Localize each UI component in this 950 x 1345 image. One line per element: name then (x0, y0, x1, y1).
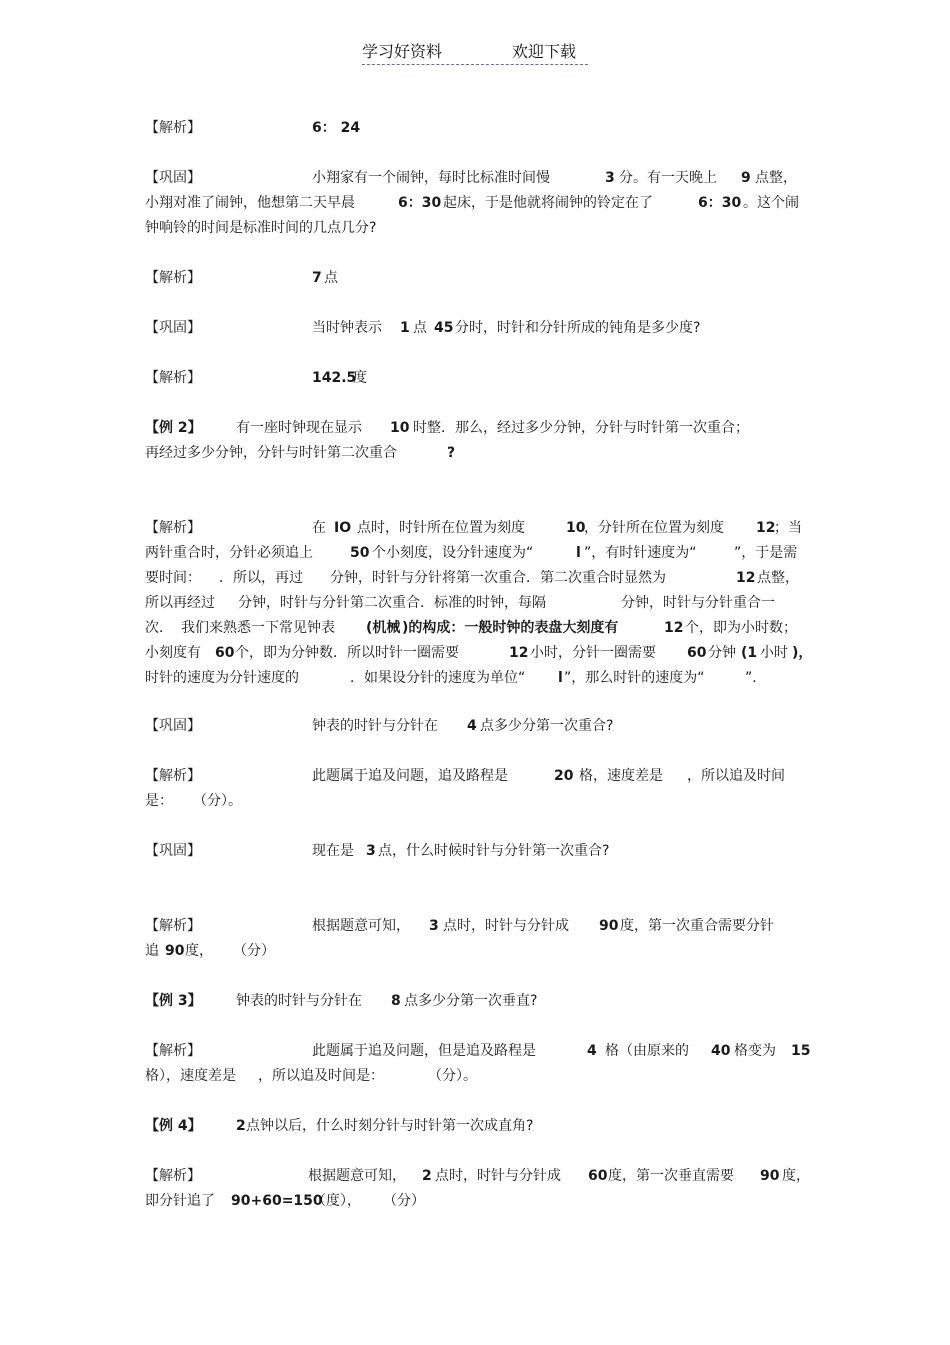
text: 现在是 (312, 843, 354, 859)
number: 40 (711, 1043, 731, 1059)
tag-li3: 【例 3】 (145, 993, 202, 1009)
text: 是： (145, 793, 173, 809)
text: ．所以，再过 (219, 570, 303, 586)
time: 6：30 (398, 195, 442, 211)
number: 10 (566, 520, 586, 536)
number: 50 (350, 545, 370, 561)
text: ”，于是需 (734, 545, 798, 561)
time: 6：30 (698, 195, 742, 211)
number: 12 (509, 645, 529, 661)
number: 7 (312, 270, 322, 286)
text: 此题属于追及问题，追及路程是 (312, 768, 508, 784)
tag-gonggu: 【巩固】 (145, 718, 201, 734)
text: （分）。 (193, 793, 242, 809)
answer-text: 6： 24 (312, 120, 361, 136)
number: 15 (791, 1043, 811, 1059)
text: 此题属于追及问题，但是追及路程是 (312, 1043, 536, 1059)
text: 根据题意可知， (312, 918, 410, 934)
text: )的构成：一般时钟的表盘大刻度有 (402, 620, 619, 636)
text: 分时，时针和分针所成的钝角是多少度? (455, 320, 701, 336)
text: ，所以追及时间 (687, 768, 785, 784)
number: 3 (366, 843, 376, 859)
text: 点 (324, 270, 338, 286)
text: )， (792, 645, 813, 661)
text: l (558, 670, 563, 686)
number: 20 (554, 768, 574, 784)
text: 钟表的时针与分针在 (312, 718, 438, 734)
text: 钟表的时针与分针在 (236, 993, 362, 1009)
text: 分钟 (708, 645, 736, 661)
tag-jiexi: 【解析】 (145, 120, 201, 136)
tag-jiexi: 【解析】 (145, 1168, 201, 1184)
answer-block-13 (145, 1039, 815, 1089)
number: 90 (165, 943, 185, 959)
answer-block-11 (145, 914, 815, 964)
text: 有一座时钟现在显示 (236, 420, 362, 436)
number: 9 (741, 170, 751, 186)
text: 要时间： (145, 570, 201, 586)
text: ，分针所在位置为刻度 (584, 520, 724, 536)
text: 点多少分第一次垂直? (404, 993, 538, 1009)
text: 度， (185, 943, 213, 959)
text: 度， (782, 1168, 810, 1184)
tag-gonggu: 【巩固】 (145, 170, 201, 186)
text: 格，速度差是 (579, 768, 663, 784)
text: 度，第一次重合需要分针 (620, 918, 774, 934)
text: （度）， (312, 1193, 361, 1209)
text: (1 (741, 645, 758, 661)
number: 60 (215, 645, 235, 661)
tag-jiexi: 【解析】 (145, 270, 201, 286)
tag-jiexi: 【解析】 (145, 918, 201, 934)
text: 分钟，时针与分针将第一次重合．第二次重合时显然为 (330, 570, 666, 586)
tag-jiexi: 【解析】 (145, 768, 201, 784)
number: 4 (587, 1043, 597, 1059)
text: 再经过多少分钟，分针与时针第二次重合 (145, 445, 397, 461)
practice-block-2 (145, 166, 815, 241)
text: 个，即为小时数； (685, 620, 797, 636)
text: 钟响铃的时间是标准时间的几点几分? (145, 220, 377, 236)
tag-li2: 【例 2】 (145, 420, 202, 436)
practice-block-8 (145, 714, 815, 739)
tag-li4: 【例 4】 (145, 1118, 202, 1134)
number: 8 (391, 993, 401, 1009)
page-header (362, 40, 588, 65)
text: 当时钟表示 (312, 320, 382, 336)
number: l (576, 545, 581, 561)
tag-gonggu: 【巩固】 (145, 843, 201, 859)
text: 两针重合时，分针必须追上 (145, 545, 313, 561)
text: 点 (413, 320, 427, 336)
example-block-4 (145, 1114, 815, 1139)
number: 142.5 (312, 370, 357, 386)
number: 10 (390, 420, 410, 436)
text: ”，那么时针的速度为“ (564, 670, 705, 686)
number: 3 (429, 918, 439, 934)
answer-block-1 (145, 116, 815, 141)
text: 点整， (755, 170, 797, 186)
number: 2 (422, 1168, 432, 1184)
header-right-text: 欢迎下载 (512, 42, 577, 61)
text: 分钟，时针与分针重合一 (621, 595, 775, 611)
header-left-text: 学习好资料 (362, 42, 443, 61)
tag-jiexi: 【解析】 (145, 520, 201, 536)
text: ”，有时针速度为“ (584, 545, 697, 561)
number: 60 (687, 645, 707, 661)
number: 12 (756, 520, 776, 536)
text: 个小刻度，设分针速度为“ (372, 545, 534, 561)
text: ；当 (774, 520, 802, 536)
example-block-3 (145, 989, 815, 1014)
text: 格变为 (734, 1043, 776, 1059)
number: 90 (760, 1168, 780, 1184)
text: 即分针追了 (145, 1193, 215, 1209)
answer-block-3 (145, 266, 815, 291)
number: 4 (467, 718, 477, 734)
text: ”. (745, 670, 757, 686)
text: 。这个闹 (743, 195, 799, 211)
text: 在 (312, 520, 326, 536)
text: ．如果设分针的速度为单位“ (350, 670, 526, 686)
text: 点时，时针与分针成 (435, 1168, 561, 1184)
tag-jiexi: 【解析】 (145, 370, 201, 386)
text: 点整， (757, 570, 799, 586)
text: 小翔家有一个闹钟，每时比标准时间慢 (312, 170, 550, 186)
text: 时针的速度为分针速度的 (145, 670, 299, 686)
number: IO (334, 520, 352, 536)
text: 我们来熟悉一下常见钟表 (181, 620, 335, 636)
tag-jiexi: 【解析】 (145, 1043, 201, 1059)
practice-block-10 (145, 839, 815, 864)
equation: 90+60=150 (231, 1193, 323, 1209)
number: 1 (400, 320, 410, 336)
answer-block-9 (145, 764, 815, 814)
number: 12 (736, 570, 756, 586)
text: 小翔对准了闹钟，他想第二天早晨 (145, 195, 355, 211)
text: 追 (145, 943, 159, 959)
text: 分。有一天晚上 (619, 170, 717, 186)
example-block-2 (145, 416, 815, 466)
text: (机械 (366, 620, 401, 636)
tag-gonggu: 【巩固】 (145, 320, 201, 336)
text: 度，第一次垂直需要 (608, 1168, 734, 1184)
text: 分钟，时针与分针第二次重合．标准的时钟，每隔 (238, 595, 546, 611)
text: 根据题意可知， (308, 1168, 406, 1184)
number: 45 (434, 320, 454, 336)
text: 时整．那么，经过多少分钟，分针与时针第一次重合； (413, 420, 749, 436)
text: 小时，分针一圈需要 (530, 645, 656, 661)
text: 小时 (760, 645, 788, 661)
question-mark: ? (447, 445, 456, 461)
text: 起床，于是他就将闹钟的铃定在了 (443, 195, 653, 211)
text: 点时，时针所在位置为刻度 (357, 520, 525, 536)
answer-block-7 (145, 516, 815, 691)
text: （分） (233, 943, 275, 959)
text: 点多少分第一次重合? (480, 718, 614, 734)
number: 60 (588, 1168, 608, 1184)
text: 格），速度差是 (145, 1068, 236, 1084)
number: 12 (664, 620, 684, 636)
text: 所以再经过 (145, 595, 215, 611)
text: 点时，时针与分针成 (443, 918, 569, 934)
number: 2 (236, 1118, 246, 1134)
text: 点钟以后，什么时刻分针与时针第一次成直角? (246, 1118, 534, 1134)
text: （分）。 (428, 1068, 477, 1084)
text: （分） (383, 1193, 425, 1209)
text: ，所以追及时间是： (258, 1068, 384, 1084)
practice-block-4 (145, 316, 815, 341)
text: 个，即为分钟数．所以时针一圈需要 (235, 645, 459, 661)
text: 度 (353, 370, 367, 386)
text: 点，什么时候时针与分针第一次重合? (378, 843, 610, 859)
text: 次． (145, 620, 173, 636)
text: 格（由原来的 (605, 1043, 689, 1059)
text: 小刻度有 (145, 645, 201, 661)
number: 90 (599, 918, 619, 934)
number: 3 (605, 170, 615, 186)
answer-block-15 (145, 1164, 815, 1214)
answer-block-5 (145, 366, 815, 391)
